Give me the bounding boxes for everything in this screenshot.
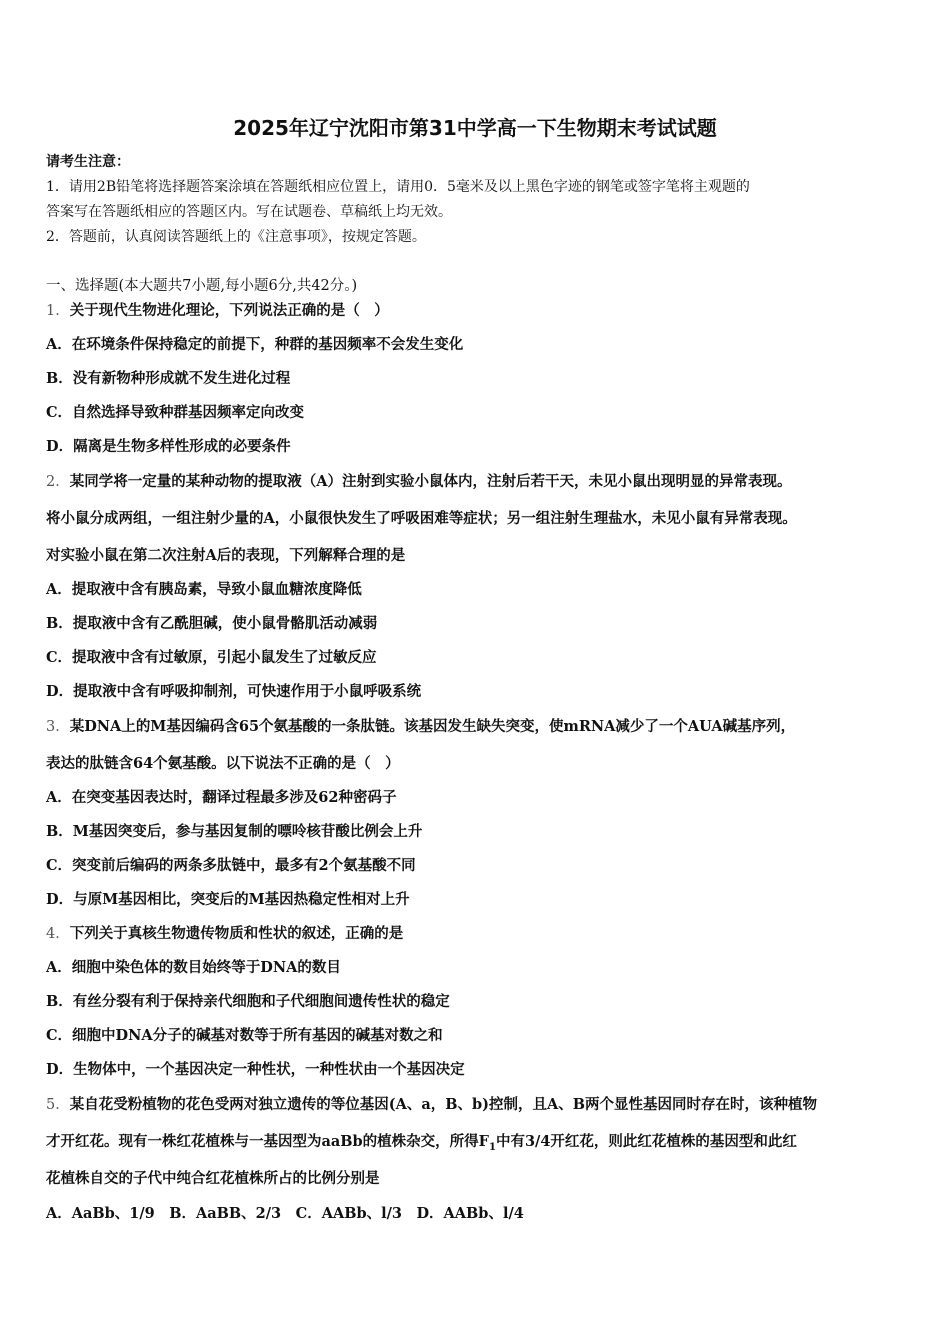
page-title: 2025年辽宁沈阳市第31中学高一下生物期末考试试题 xyxy=(233,116,717,140)
question-4-option-c xyxy=(46,1026,916,1046)
question-text: 才开红花。现有一株红花植株与一基因型为aaBb的植株杂交，所得F xyxy=(46,1133,489,1150)
question-2-stem xyxy=(46,472,916,492)
question-2-stem-line-3: 对实验小鼠在第二次注射A后的表现，下列解释合理的是 xyxy=(46,547,406,564)
option-text: 细胞中染色体的数目始终等于DNA的数目 xyxy=(71,959,341,976)
option-text: 提取液中含有乙酰胆碱，使小鼠骨骼肌活动减弱 xyxy=(72,615,378,632)
question-4-option-b xyxy=(46,992,916,1012)
question-number: 1． xyxy=(46,303,70,319)
option-text: 有丝分裂有利于保持亲代细胞和子代细胞间遗传性状的稳定 xyxy=(72,993,450,1010)
notice-line-1: 1．请用2B铅笔将选择题答案涂填在答题纸相应位置上，请用0．5毫米及以上黑色字迹的钢笔或签字笔将主观题的 xyxy=(46,179,750,195)
question-5-stem-line-2 xyxy=(46,1132,916,1152)
subscript: 1 xyxy=(488,1141,496,1153)
option-text: 提取液中含有呼吸抑制剂，可快速作用于小鼠呼吸系统 xyxy=(73,683,422,700)
option-letter: C． xyxy=(46,404,73,421)
option-letter: D． xyxy=(46,683,74,700)
option-letter: C． xyxy=(46,857,73,874)
option-letter: A． xyxy=(46,336,72,353)
option-text: 生物体中，一个基因决定一种性状，一种性状由一个基因决定 xyxy=(73,1061,465,1078)
option-letter: D． xyxy=(46,1061,74,1078)
option-text: 没有新物种形成就不发生进化过程 xyxy=(72,370,291,387)
question-4-option-d xyxy=(46,1060,916,1080)
question-3-option-a xyxy=(46,788,916,808)
option-text: 在环境条件保持稳定的前提下，种群的基因频率不会发生变化 xyxy=(71,336,464,353)
option-letter: B． xyxy=(46,823,73,840)
question-2-option-d xyxy=(46,682,916,702)
question-3-option-b xyxy=(46,822,916,842)
question-number: 2． xyxy=(46,474,70,490)
option-letter: B． xyxy=(46,370,73,387)
question-text-tail: 中有3/4开红花，则此红花植株的基因型和此红 xyxy=(495,1133,797,1150)
section-heading: 一、选择题(本大题共7小题,每小题6分,共42分。) xyxy=(46,278,358,294)
question-1-option-b xyxy=(46,369,916,389)
question-4-stem xyxy=(46,924,916,944)
question-number: 3． xyxy=(46,719,70,735)
question-text: 下列关于真核生物遗传物质和性状的叙述，正确的是 xyxy=(69,925,404,942)
notice-heading: 请考生注意： xyxy=(46,154,130,170)
question-5-stem xyxy=(46,1095,916,1115)
question-5-stem-line-3: 花植株自交的子代中纯合红花植株所占的比例分别是 xyxy=(46,1170,380,1187)
option-letter: A． xyxy=(46,959,72,976)
question-1-option-d xyxy=(46,437,916,457)
option-letter: B． xyxy=(46,615,73,632)
question-number: 4． xyxy=(46,926,70,942)
question-3-option-d xyxy=(46,890,916,910)
option-letter: C． xyxy=(46,649,73,666)
question-text: 某自花受粉植物的花色受两对独立遗传的等位基因(A、a，B、b)控制，且A、B两个显性基因同时存在时，该种植物 xyxy=(69,1096,817,1113)
question-2-option-c xyxy=(46,648,916,668)
option-text: 在突变基因表达时，翻译过程最多涉及62种密码子 xyxy=(71,789,397,806)
option-text: 细胞中DNA分子的碱基对数等于所有基因的碱基对数之和 xyxy=(72,1027,443,1044)
question-1-option-c xyxy=(46,403,916,423)
option-letter: A． xyxy=(46,789,72,806)
notice-line-2: 答案写在答题纸相应的答题区内。写在试题卷、草稿纸上均无效。 xyxy=(46,204,452,220)
question-1-option-a xyxy=(46,335,916,355)
question-1-stem xyxy=(46,301,916,321)
option-text: 提取液中含有过敏原，引起小鼠发生了过敏反应 xyxy=(72,649,377,666)
option-text: M基因突变后，参与基因复制的嘌呤核苷酸比例会上升 xyxy=(72,823,423,840)
question-3-stem xyxy=(46,717,916,737)
option-text: 与原M基因相比，突变后的M基因热稳定性相对上升 xyxy=(73,891,410,908)
notice-line-3: 2．答题前，认真阅读答题纸上的《注意事项》，按规定答题。 xyxy=(46,229,426,245)
question-2-stem-line-2: 将小鼠分成两组，一组注射少量的A，小鼠很快发生了呼吸困难等症状；另一组注射生理盐水，未见小鼠有异常表现。 xyxy=(46,510,797,527)
question-3-option-c xyxy=(46,856,916,876)
option-letter: C． xyxy=(46,1027,73,1044)
option-text: 隔离是生物多样性形成的必要条件 xyxy=(73,438,291,455)
question-text: 某DNA上的M基因编码含65个氨基酸的一条肽链。该基因发生缺失突变，使mRNA减少了一个AUA碱基序列， xyxy=(69,718,796,735)
option-text: 自然选择导致种群基因频率定向改变 xyxy=(72,404,305,421)
option-letter: B． xyxy=(46,993,73,1010)
option-letter: D． xyxy=(46,438,74,455)
option-letter: A． xyxy=(46,581,72,598)
question-5-options: A．AaBb、1/9 B．AaBB、2/3 C．AABb、l/3 D．AABb、l/4 xyxy=(46,1205,524,1222)
question-2-option-a xyxy=(46,580,916,600)
question-text: 某同学将一定量的某种动物的提取液（A）注射到实验小鼠体内，注射后若干天，未见小鼠出现明显的异常表现。 xyxy=(69,473,792,490)
option-letter: D． xyxy=(46,891,74,908)
question-number: 5． xyxy=(46,1097,70,1113)
question-3-stem-line-2: 表达的肽链含64个氨基酸。以下说法不正确的是（ ） xyxy=(46,755,400,772)
question-2-option-b xyxy=(46,614,916,634)
question-text: 关于现代生物进化理论，下列说法正确的是（ ） xyxy=(69,302,389,319)
option-text: 突变前后编码的两条多肽链中，最多有2个氨基酸不同 xyxy=(72,857,416,874)
question-4-option-a xyxy=(46,958,916,978)
option-text: 提取液中含有胰岛素，导致小鼠血糖浓度降低 xyxy=(71,581,362,598)
